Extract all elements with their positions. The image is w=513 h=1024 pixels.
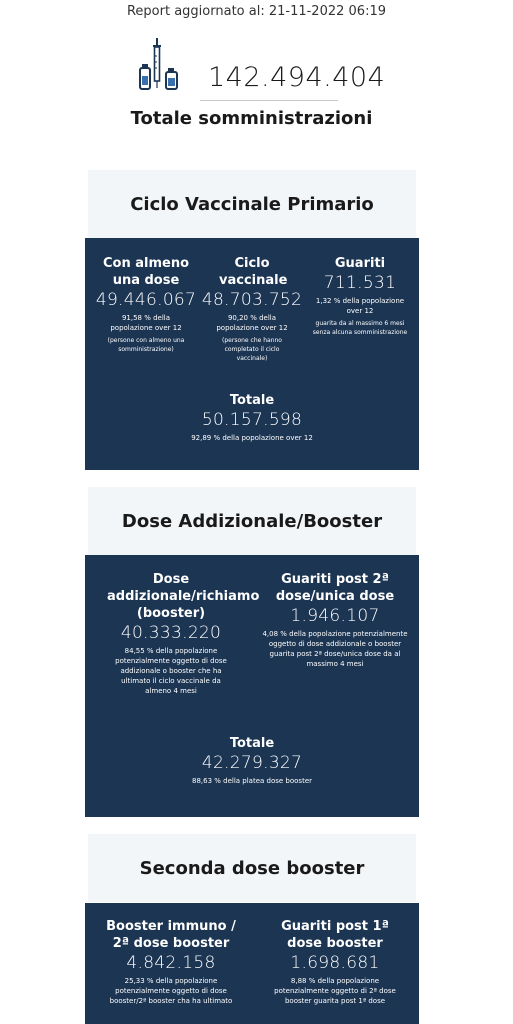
stat-title: Totale: [229, 393, 275, 408]
stat-note: (persone con almeno una somministrazione): [107, 337, 185, 353]
stat-percentage: 90,20 % della popolazione over 12: [216, 314, 288, 332]
stat-value: 40.333.220: [120, 623, 222, 643]
stat-guariti-post-prima-booster: [257, 918, 413, 1006]
stat-percentage: 25,33 % della popolazione potenzialmente oggetto di dose booster/2ª booster cha ha ultimato: [109, 977, 233, 1005]
report-updated-label: Report aggiornato al: 21-11-2022 06:19: [126, 4, 386, 19]
stat-ciclo-vaccinale: [199, 255, 305, 363]
stat-totale-booster: [85, 735, 419, 786]
stat-value: 42.279.327: [201, 753, 303, 773]
hero-divider: [200, 100, 338, 101]
stat-dose-addizionale: [93, 571, 260, 696]
stat-guariti: [307, 255, 413, 337]
stat-value: 48.703.752: [201, 290, 303, 310]
total-administrations-value: 142.494.404: [208, 62, 386, 93]
section-title-second-booster: Seconda dose booster: [139, 857, 365, 879]
panel-second-booster: [85, 903, 419, 1024]
section-header-second-booster: [88, 834, 416, 902]
stat-note: (persone che hanno completato il ciclo vaccinale): [222, 337, 282, 362]
stat-percentage: 91,58 % della popolazione over 12: [110, 314, 182, 332]
stat-title: Guariti post 1ª dose booster: [281, 919, 389, 951]
stat-title: Guariti: [334, 256, 386, 271]
vaccine-syringe-vials-icon: [136, 36, 184, 92]
stat-value: 49.446.067: [95, 290, 197, 310]
stat-value: 1.946.107: [290, 606, 380, 626]
stat-value: 711.531: [323, 273, 397, 293]
panel-booster: [85, 555, 419, 817]
section-title-primary: Ciclo Vaccinale Primario: [130, 193, 374, 215]
stat-title: Dose addizionale/richiamo (booster): [107, 572, 260, 621]
stat-totale-primary: [85, 392, 419, 443]
stat-value: 4.842.158: [126, 953, 216, 973]
stat-almeno-una-dose: [93, 255, 199, 354]
stat-title: Ciclo vaccinale: [219, 256, 288, 288]
stat-percentage: 84,55 % della popolazione potenzialmente oggetto di dose addizionale o booster che ha ultimato il ciclo vaccinale da almeno 4 mesi: [115, 647, 227, 695]
section-header-primary: [88, 170, 416, 238]
stat-percentage: 4,08 % della popolazione potenzialmente oggetto di dose addizionale o booster guarita post 2ª dose/unica dose da al massimo 4 mesi: [262, 630, 408, 668]
stat-percentage: 1,32 % della popolazione over 12: [315, 297, 405, 315]
total-administrations-hero: [0, 36, 513, 136]
stat-note: guarita da al massimo 6 mesi senza alcuna somministrazione: [312, 320, 408, 336]
section-title-booster: Dose Addizionale/Booster: [121, 510, 383, 532]
stat-value: 50.157.598: [201, 410, 303, 430]
stat-title: Guariti post 2ª dose/unica dose: [275, 572, 395, 604]
panel-primary: [85, 238, 419, 470]
stat-booster-immuno: [93, 918, 249, 1006]
stat-title: Totale: [229, 736, 275, 751]
stat-guariti-post-seconda: [257, 571, 413, 669]
stat-percentage: 88,63 % della platea dose booster: [191, 777, 313, 785]
section-header-booster: [88, 487, 416, 555]
stat-percentage: 92,89 % della popolazione over 12: [191, 434, 313, 442]
total-administrations-label: Totale somministrazioni: [130, 108, 373, 129]
stat-percentage: 8,88 % della popolazione potenzialmente oggetto di 2ª dose booster guarita post 1ª dose: [274, 977, 396, 1005]
stat-title: Con almeno una dose: [102, 256, 190, 288]
stat-title: Booster immuno / 2ª dose booster: [106, 919, 236, 951]
stat-value: 1.698.681: [290, 953, 380, 973]
